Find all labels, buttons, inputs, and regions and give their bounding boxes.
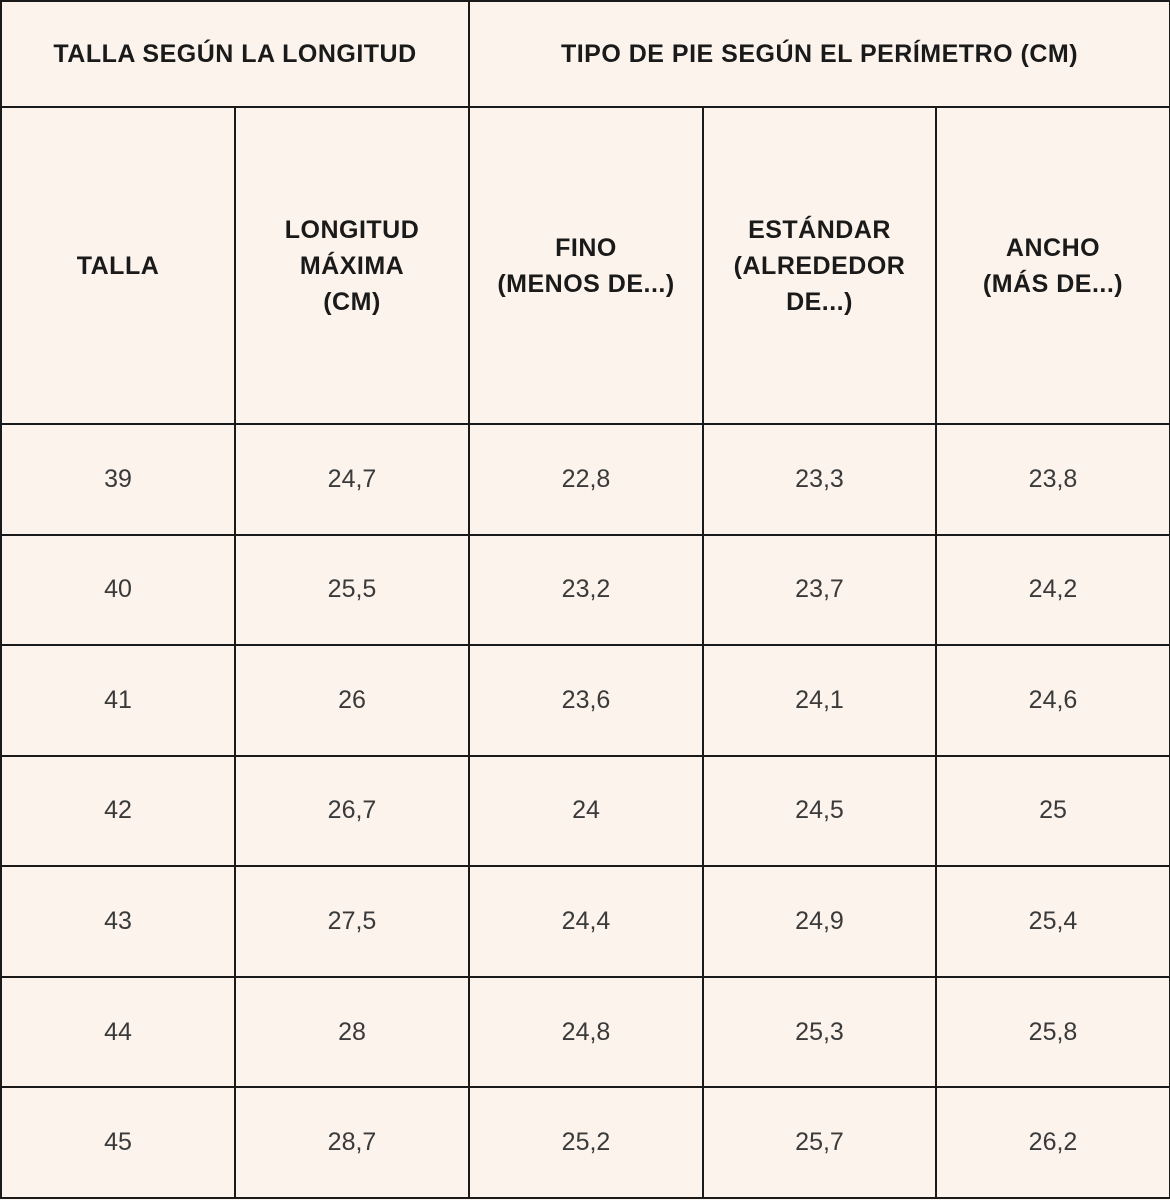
cell-fino: 22,8 (469, 424, 703, 535)
cell-longitud: 28 (235, 977, 469, 1088)
column-header-talla (1, 107, 235, 424)
cell-talla: 43 (1, 866, 235, 977)
table-row (1, 866, 1170, 977)
column-header-estandar-line: (ALREDEDOR (733, 251, 906, 280)
column-header-estandar-line: ESTÁNDAR (748, 215, 891, 244)
cell-ancho: 26,2 (936, 1087, 1170, 1198)
cell-estandar: 24,1 (703, 645, 936, 756)
cell-talla: 44 (1, 977, 235, 1088)
cell-fino: 25,2 (469, 1087, 703, 1198)
column-header-fino-line: (MENOS DE...) (497, 269, 675, 298)
column-header-longitud-line: LONGITUD (284, 215, 420, 244)
cell-longitud: 26,7 (235, 756, 469, 867)
cell-longitud: 28,7 (235, 1087, 469, 1198)
column-header-longitud (235, 107, 469, 424)
cell-ancho: 23,8 (936, 424, 1170, 535)
cell-talla: 39 (1, 424, 235, 535)
group-header-row (1, 1, 1170, 107)
group-header-length: TALLA SEGÚN LA LONGITUD (1, 1, 469, 107)
cell-fino: 24 (469, 756, 703, 867)
cell-talla: 45 (1, 1087, 235, 1198)
cell-estandar: 23,7 (703, 535, 936, 646)
cell-estandar: 24,9 (703, 866, 936, 977)
table-row (1, 535, 1170, 646)
cell-estandar: 25,3 (703, 977, 936, 1088)
cell-fino: 23,6 (469, 645, 703, 756)
cell-ancho: 25 (936, 756, 1170, 867)
group-header-perimeter: TIPO DE PIE SEGÚN EL PERÍMETRO (CM) (469, 1, 1170, 107)
cell-ancho: 25,4 (936, 866, 1170, 977)
table-row (1, 756, 1170, 867)
table-row (1, 977, 1170, 1088)
column-header-ancho (936, 107, 1170, 424)
column-header-talla-line: TALLA (76, 251, 160, 280)
column-header-longitud-line: MÁXIMA (299, 251, 405, 280)
cell-fino: 24,4 (469, 866, 703, 977)
column-header-estandar (703, 107, 936, 424)
cell-ancho: 25,8 (936, 977, 1170, 1088)
cell-estandar: 23,3 (703, 424, 936, 535)
column-header-longitud-line: (CM) (323, 287, 381, 316)
cell-talla: 40 (1, 535, 235, 646)
cell-talla: 41 (1, 645, 235, 756)
cell-estandar: 25,7 (703, 1087, 936, 1198)
column-header-estandar-line: DE...) (786, 287, 853, 316)
column-header-fino (469, 107, 703, 424)
column-header-ancho-line: ANCHO (1005, 233, 1101, 262)
cell-talla: 42 (1, 756, 235, 867)
cell-longitud: 25,5 (235, 535, 469, 646)
cell-longitud: 26 (235, 645, 469, 756)
table-row (1, 645, 1170, 756)
cell-fino: 23,2 (469, 535, 703, 646)
table-row (1, 424, 1170, 535)
cell-estandar: 24,5 (703, 756, 936, 867)
cell-fino: 24,8 (469, 977, 703, 1088)
column-header-ancho-line: (MÁS DE...) (982, 269, 1124, 298)
cell-ancho: 24,6 (936, 645, 1170, 756)
cell-longitud: 27,5 (235, 866, 469, 977)
table-row (1, 1087, 1170, 1198)
cell-ancho: 24,2 (936, 535, 1170, 646)
cell-longitud: 24,7 (235, 424, 469, 535)
column-header-fino-line: FINO (555, 233, 617, 262)
column-header-row (1, 107, 1170, 424)
